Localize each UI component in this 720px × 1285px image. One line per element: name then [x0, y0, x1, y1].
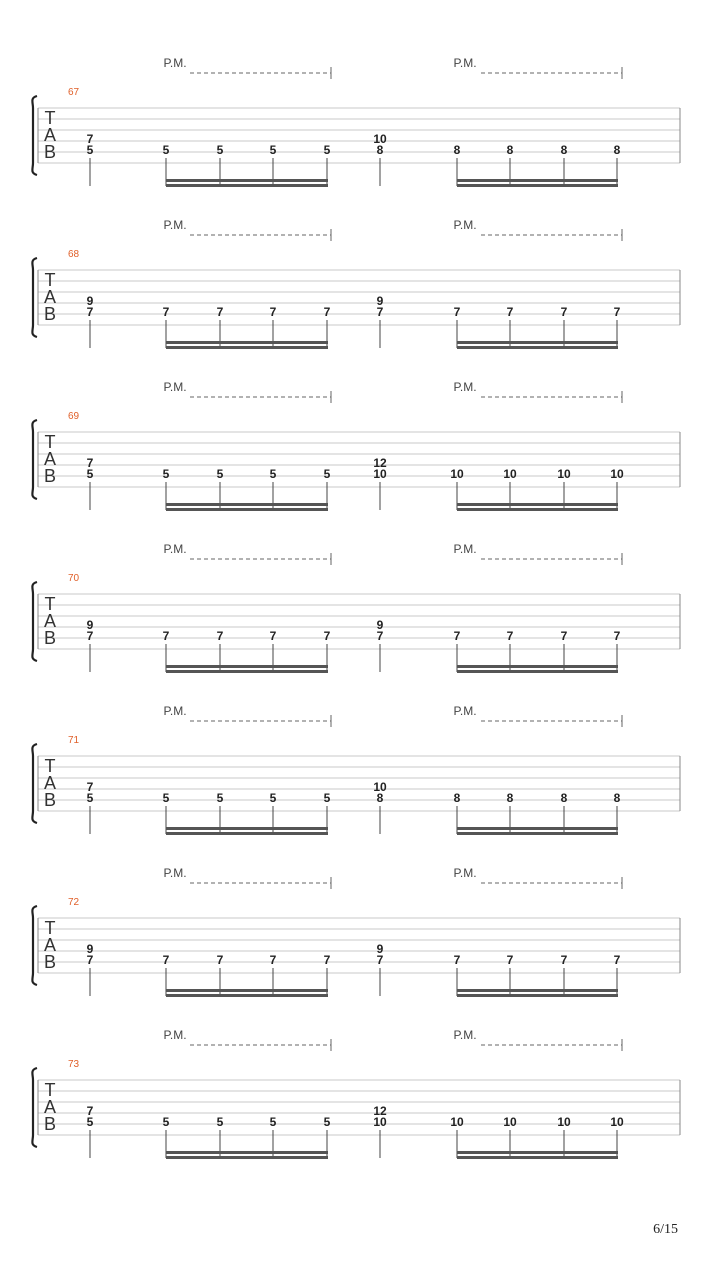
- tab-system-71: [32, 704, 680, 835]
- palm-mute-label: P.M.: [453, 56, 477, 70]
- fret-number: 5: [216, 791, 224, 805]
- fret-number: 8: [613, 143, 621, 157]
- beam: [457, 503, 618, 506]
- page-number: 6/15: [653, 1222, 678, 1237]
- fret-number: 10: [373, 467, 387, 481]
- fret-number: 7: [162, 953, 170, 967]
- fret-number: 7: [86, 629, 94, 643]
- fret-number: 10: [450, 1115, 464, 1129]
- tab-clef-letter: T: [44, 1080, 56, 1100]
- tab-clef-letter: A: [43, 449, 57, 469]
- fret-number: 7: [613, 629, 621, 643]
- palm-mute-label: P.M.: [163, 704, 187, 718]
- tab-clef-letter: T: [44, 270, 56, 290]
- tab-clef-letter: B: [43, 142, 57, 162]
- tab-clef-letter: B: [43, 952, 57, 972]
- tab-system-67: [32, 56, 680, 187]
- fret-number: 10: [503, 467, 517, 481]
- fret-number: 5: [269, 1115, 277, 1129]
- fret-number: 8: [376, 791, 384, 805]
- fret-number: 7: [613, 953, 621, 967]
- palm-mute-label: P.M.: [453, 866, 477, 880]
- palm-mute-label: P.M.: [163, 1028, 187, 1042]
- fret-number: 5: [323, 1115, 331, 1129]
- beam: [457, 665, 618, 668]
- fret-number: 8: [506, 143, 514, 157]
- fret-number: 7: [506, 953, 514, 967]
- tab-clef-letter: B: [43, 466, 57, 486]
- system-bracket: [32, 744, 37, 823]
- fret-number: 7: [453, 305, 461, 319]
- fret-number: 7: [269, 629, 277, 643]
- fret-number: 7: [560, 629, 568, 643]
- fret-number: 7: [376, 953, 384, 967]
- palm-mute-label: P.M.: [453, 542, 477, 556]
- fret-number: 5: [323, 467, 331, 481]
- beam: [457, 346, 618, 349]
- measure-number: 67: [68, 87, 80, 98]
- fret-number: 5: [323, 791, 331, 805]
- palm-mute-label: P.M.: [163, 866, 187, 880]
- palm-mute-label: P.M.: [163, 380, 187, 394]
- tab-clef-letter: B: [43, 790, 57, 810]
- fret-number: 7: [376, 629, 384, 643]
- fret-number: 7: [323, 305, 331, 319]
- fret-number: 9: [376, 942, 384, 956]
- palm-mute-label: P.M.: [453, 704, 477, 718]
- fret-number: 5: [162, 143, 170, 157]
- fret-number: 7: [216, 305, 224, 319]
- measure-number: 70: [68, 573, 80, 584]
- beam: [457, 832, 618, 835]
- fret-number: 7: [86, 780, 94, 794]
- fret-number: 10: [373, 1115, 387, 1129]
- tab-clef-letter: T: [44, 756, 56, 776]
- fret-number: 8: [613, 791, 621, 805]
- beam: [457, 1156, 618, 1159]
- beam: [166, 184, 328, 187]
- system-bracket: [32, 420, 37, 499]
- fret-number: 7: [86, 132, 94, 146]
- beam: [457, 1151, 618, 1154]
- tab-clef-letter: A: [43, 935, 57, 955]
- palm-mute-label: P.M.: [163, 542, 187, 556]
- fret-number: 7: [613, 305, 621, 319]
- fret-number: 9: [376, 618, 384, 632]
- fret-number: 5: [86, 143, 94, 157]
- fret-number: 7: [560, 305, 568, 319]
- tab-system-73: [32, 1028, 680, 1159]
- palm-mute-label: P.M.: [163, 56, 187, 70]
- fret-number: 5: [86, 467, 94, 481]
- fret-number: 7: [453, 953, 461, 967]
- fret-number: 5: [86, 1115, 94, 1129]
- fret-number: 7: [216, 953, 224, 967]
- beam: [166, 179, 328, 182]
- beam: [166, 1156, 328, 1159]
- measure-number: 71: [68, 735, 80, 746]
- beam: [457, 994, 618, 997]
- fret-number: 9: [86, 294, 94, 308]
- beam: [457, 184, 618, 187]
- fret-number: 9: [86, 942, 94, 956]
- fret-number: 12: [373, 456, 387, 470]
- tab-system-70: [32, 542, 680, 673]
- fret-number: 7: [162, 629, 170, 643]
- fret-number: 5: [323, 143, 331, 157]
- fret-number: 5: [216, 143, 224, 157]
- fret-number: 5: [216, 1115, 224, 1129]
- fret-number: 10: [557, 1115, 571, 1129]
- tab-system-72: [32, 866, 680, 997]
- tab-clef-letter: T: [44, 432, 56, 452]
- fret-number: 8: [453, 791, 461, 805]
- tab-clef-letter: B: [43, 304, 57, 324]
- fret-number: 7: [269, 305, 277, 319]
- tab-clef-letter: A: [43, 287, 57, 307]
- measure-number: 69: [68, 411, 80, 422]
- fret-number: 7: [506, 629, 514, 643]
- measure-number: 68: [68, 249, 80, 260]
- palm-mute-label: P.M.: [453, 380, 477, 394]
- tab-clef-letter: A: [43, 611, 57, 631]
- fret-number: 7: [162, 305, 170, 319]
- fret-number: 5: [162, 791, 170, 805]
- fret-number: 7: [323, 953, 331, 967]
- measure-number: 73: [68, 1059, 80, 1070]
- beam: [166, 508, 328, 511]
- beam: [166, 503, 328, 506]
- palm-mute-label: P.M.: [453, 218, 477, 232]
- tab-clef-letter: A: [43, 773, 57, 793]
- tab-system-68: [32, 218, 680, 349]
- fret-number: 8: [376, 143, 384, 157]
- beam: [166, 341, 328, 344]
- fret-number: 5: [269, 143, 277, 157]
- fret-number: 12: [373, 1104, 387, 1118]
- beam: [166, 346, 328, 349]
- fret-number: 9: [86, 618, 94, 632]
- system-bracket: [32, 258, 37, 337]
- fret-number: 7: [86, 1104, 94, 1118]
- fret-number: 7: [216, 629, 224, 643]
- measure-number: 72: [68, 897, 80, 908]
- fret-number: 8: [560, 143, 568, 157]
- system-bracket: [32, 96, 37, 175]
- beam: [166, 832, 328, 835]
- beam: [166, 994, 328, 997]
- fret-number: 5: [269, 467, 277, 481]
- fret-number: 5: [216, 467, 224, 481]
- system-bracket: [32, 582, 37, 661]
- tab-clef-letter: T: [44, 594, 56, 614]
- fret-number: 10: [373, 132, 387, 146]
- fret-number: 5: [269, 791, 277, 805]
- beam: [457, 179, 618, 182]
- fret-number: 7: [269, 953, 277, 967]
- tab-clef-letter: B: [43, 1114, 57, 1134]
- fret-number: 8: [560, 791, 568, 805]
- tab-clef-letter: A: [43, 1097, 57, 1117]
- fret-number: 7: [86, 305, 94, 319]
- fret-number: 7: [86, 456, 94, 470]
- fret-number: 10: [373, 780, 387, 794]
- tab-clef-letter: T: [44, 108, 56, 128]
- fret-number: 7: [453, 629, 461, 643]
- tab-system-69: [32, 380, 680, 511]
- fret-number: 7: [323, 629, 331, 643]
- beam: [457, 827, 618, 830]
- tab-clef-letter: A: [43, 125, 57, 145]
- beam: [457, 989, 618, 992]
- system-bracket: [32, 906, 37, 985]
- beam: [166, 989, 328, 992]
- beam: [457, 508, 618, 511]
- fret-number: 5: [162, 1115, 170, 1129]
- palm-mute-label: P.M.: [163, 218, 187, 232]
- beam: [166, 670, 328, 673]
- fret-number: 7: [560, 953, 568, 967]
- fret-number: 5: [162, 467, 170, 481]
- fret-number: 7: [86, 953, 94, 967]
- fret-number: 10: [610, 467, 624, 481]
- fret-number: 8: [453, 143, 461, 157]
- fret-number: 7: [376, 305, 384, 319]
- beam: [166, 1151, 328, 1154]
- beam: [457, 670, 618, 673]
- fret-number: 10: [503, 1115, 517, 1129]
- tab-clef-letter: T: [44, 918, 56, 938]
- fret-number: 10: [610, 1115, 624, 1129]
- palm-mute-label: P.M.: [453, 1028, 477, 1042]
- fret-number: 10: [557, 467, 571, 481]
- fret-number: 7: [506, 305, 514, 319]
- fret-number: 10: [450, 467, 464, 481]
- beam: [457, 341, 618, 344]
- beam: [166, 665, 328, 668]
- system-bracket: [32, 1068, 37, 1147]
- tab-clef-letter: B: [43, 628, 57, 648]
- fret-number: 9: [376, 294, 384, 308]
- fret-number: 5: [86, 791, 94, 805]
- fret-number: 8: [506, 791, 514, 805]
- beam: [166, 827, 328, 830]
